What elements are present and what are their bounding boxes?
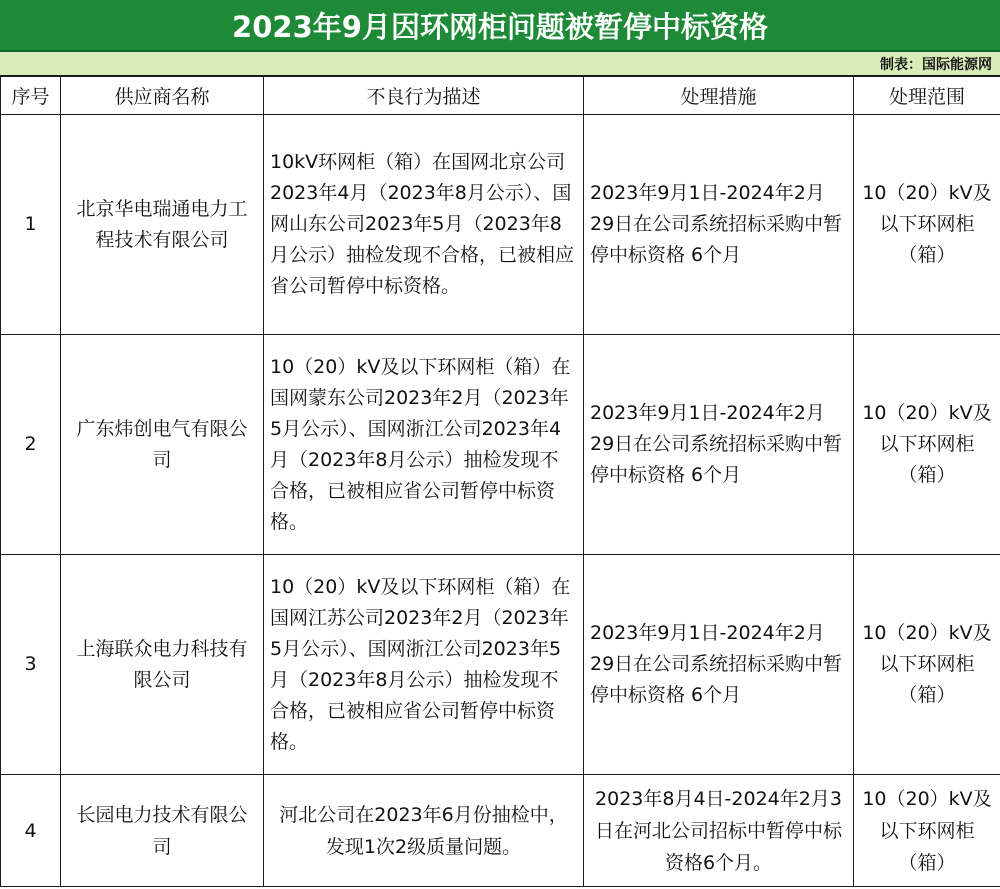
header-supplier: 供应商名称 (61, 77, 264, 115)
table-row (1, 555, 1000, 775)
table-row (1, 775, 1000, 887)
table-row (1, 335, 1000, 555)
cell-measure: 2023年9月1日-2024年2月29日在公司系统招标采购中暂停中标资格 6个月 (584, 555, 854, 775)
table-header-row (1, 77, 1000, 115)
source-credit (0, 52, 1000, 76)
cell-no: 4 (1, 775, 61, 887)
cell-desc: 10（20）kV及以下环网柜（箱）在国网蒙东公司2023年2月（2023年5月公示）、国网浙江公司2023年4月（2023年8月公示）抽检发现不合格，已被相应省公司暂停中标资格。 (264, 335, 584, 555)
cell-scope: 10（20）kV及以下环网柜（箱） (854, 775, 1000, 887)
cell-no: 2 (1, 335, 61, 555)
cell-desc: 10（20）kV及以下环网柜（箱）在国网江苏公司2023年2月（2023年5月公示）、国网浙江公司2023年5月（2023年8月公示）抽检发现不合格，已被相应省公司暂停中标资格。 (264, 555, 584, 775)
suspension-table (0, 76, 1000, 887)
cell-scope: 10（20）kV及以下环网柜（箱） (854, 115, 1000, 335)
cell-desc: 河北公司在2023年6月份抽检中，发现1次2级质量问题。 (264, 775, 584, 887)
cell-measure: 2023年8月4日-2024年2月3日在河北公司招标中暂停中标资格6个月。 (584, 775, 854, 887)
header-no: 序号 (1, 77, 61, 115)
cell-measure: 2023年9月1日-2024年2月29日在公司系统招标采购中暂停中标资格 6个月 (584, 115, 854, 335)
cell-supplier: 北京华电瑞通电力工程技术有限公司 (61, 115, 264, 335)
table-row (1, 115, 1000, 335)
header-measure: 处理措施 (584, 77, 854, 115)
cell-supplier: 广东炜创电气有限公司 (61, 335, 264, 555)
cell-no: 3 (1, 555, 61, 775)
header-scope: 处理范围 (854, 77, 1000, 115)
header-desc: 不良行为描述 (264, 77, 584, 115)
cell-scope: 10（20）kV及以下环网柜（箱） (854, 555, 1000, 775)
cell-supplier: 上海联众电力科技有限公司 (61, 555, 264, 775)
cell-measure: 2023年9月1日-2024年2月29日在公司系统招标采购中暂停中标资格 6个月 (584, 335, 854, 555)
cell-no: 1 (1, 115, 61, 335)
cell-desc: 10kV环网柜（箱）在国网北京公司2023年4月（2023年8月公示）、国网山东公司2023年5月（2023年8月公示）抽检发现不合格，已被相应省公司暂停中标资格。 (264, 115, 584, 335)
page-title: 2023年9月因环网柜问题被暂停中标资格 (0, 0, 1000, 52)
cell-scope: 10（20）kV及以下环网柜（箱） (854, 335, 1000, 555)
source-label: 制表：国际能源网 (880, 56, 992, 73)
cell-supplier: 长园电力技术有限公司 (61, 775, 264, 887)
